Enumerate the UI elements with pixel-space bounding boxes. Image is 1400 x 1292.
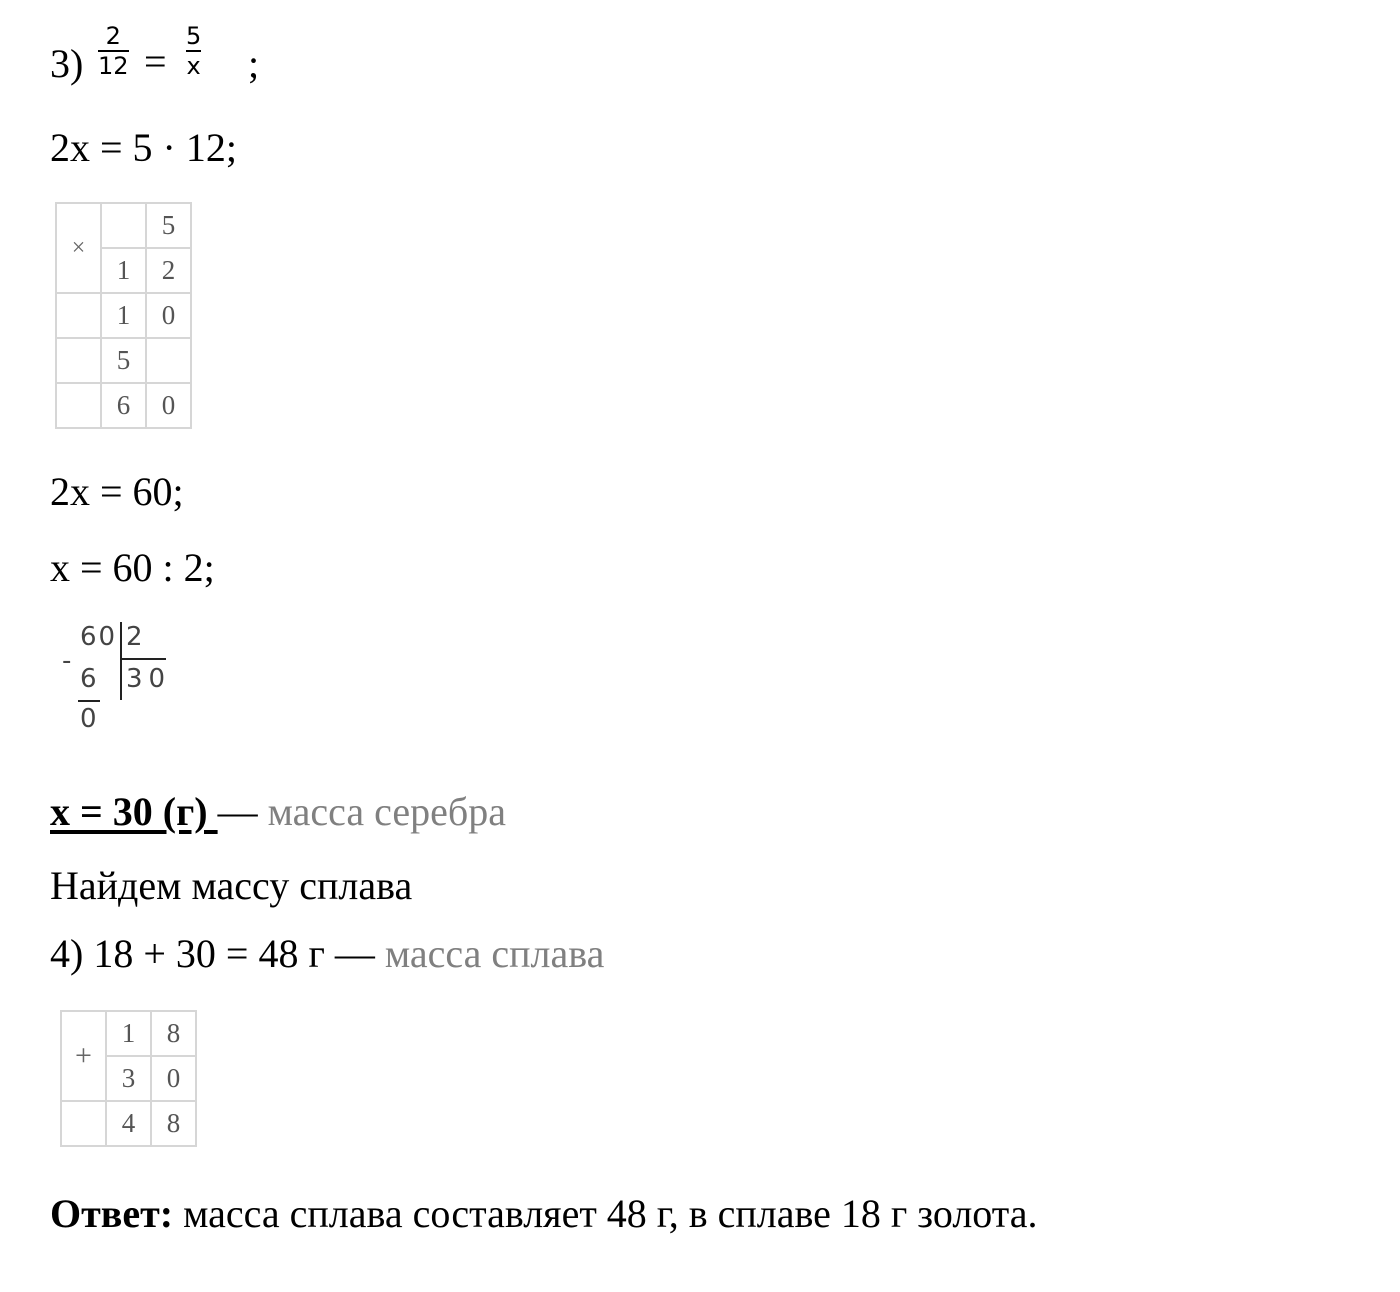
grid-cell: 0	[151, 1056, 196, 1101]
equals-sign: =	[144, 39, 167, 84]
fraction-numerator: 2	[105, 22, 121, 50]
remainder: 0	[80, 704, 97, 734]
fraction-numerator: 5	[186, 22, 202, 50]
fraction-denominator: x	[186, 52, 201, 80]
step-4-expression: 4) 18 + 30 = 48 г	[50, 931, 335, 976]
result-value: x = 30 (г)	[50, 789, 218, 834]
grid-row	[61, 1101, 196, 1146]
fraction-denominator: 12	[98, 52, 129, 80]
grid-cell: 2	[146, 248, 191, 293]
multiply-sign: ×	[56, 203, 101, 293]
em-dash: —	[334, 931, 375, 976]
answer-label: Ответ:	[50, 1191, 174, 1236]
grid-cell	[56, 293, 101, 338]
grid-cell: 6	[101, 383, 146, 428]
result-description: масса серебра	[257, 789, 507, 834]
step-number: 3)	[50, 41, 84, 86]
grid-row	[56, 203, 191, 248]
long-division	[62, 618, 182, 738]
grid-cell: 3	[106, 1056, 151, 1101]
equation-line-1: 2x = 5 · 12;	[50, 125, 237, 170]
multiplication-grid	[55, 202, 192, 429]
equation-line-3: x = 60 : 2;	[50, 545, 215, 590]
addition-grid	[60, 1010, 197, 1147]
subtrahend: 6	[80, 664, 97, 694]
grid-row	[61, 1011, 196, 1056]
divisor: 2	[126, 622, 143, 652]
grid-cell	[61, 1101, 106, 1146]
grid-cell: 1	[106, 1011, 151, 1056]
division-vertical-bar	[120, 622, 122, 700]
grid-cell: 1	[101, 293, 146, 338]
step-4-line	[50, 931, 605, 976]
grid-cell	[101, 203, 146, 248]
grid-cell	[146, 338, 191, 383]
answer-text: масса сплава составляет 48 г, в сплаве 18 г золота.	[173, 1191, 1038, 1236]
result-silver-mass	[50, 789, 507, 834]
subtraction-bar	[78, 700, 100, 702]
grid-row	[56, 293, 191, 338]
grid-row	[56, 338, 191, 383]
dividend: 60	[80, 622, 118, 652]
fraction-right	[186, 22, 201, 80]
step-4-description: масса сплава	[374, 931, 605, 976]
fraction-left	[98, 22, 129, 80]
semicolon: ;	[248, 41, 260, 86]
quotient: 30	[126, 664, 172, 694]
grid-cell	[56, 383, 101, 428]
grid-cell: 4	[106, 1101, 151, 1146]
grid-cell: 5	[146, 203, 191, 248]
division-horizontal-bar	[122, 658, 166, 660]
grid-cell: 8	[151, 1011, 196, 1056]
equation-line-2: 2x = 60;	[50, 469, 184, 514]
grid-cell: 5	[101, 338, 146, 383]
minus-sign: -	[62, 646, 72, 676]
grid-cell: 0	[146, 293, 191, 338]
grid-cell: 8	[151, 1101, 196, 1146]
grid-row	[56, 383, 191, 428]
find-alloy-text: Найдем массу сплава	[50, 863, 413, 908]
em-dash: —	[217, 789, 258, 834]
plus-sign: +	[61, 1011, 106, 1101]
grid-cell	[56, 338, 101, 383]
grid-cell: 1	[101, 248, 146, 293]
grid-cell: 0	[146, 383, 191, 428]
answer-line	[50, 1191, 1038, 1236]
